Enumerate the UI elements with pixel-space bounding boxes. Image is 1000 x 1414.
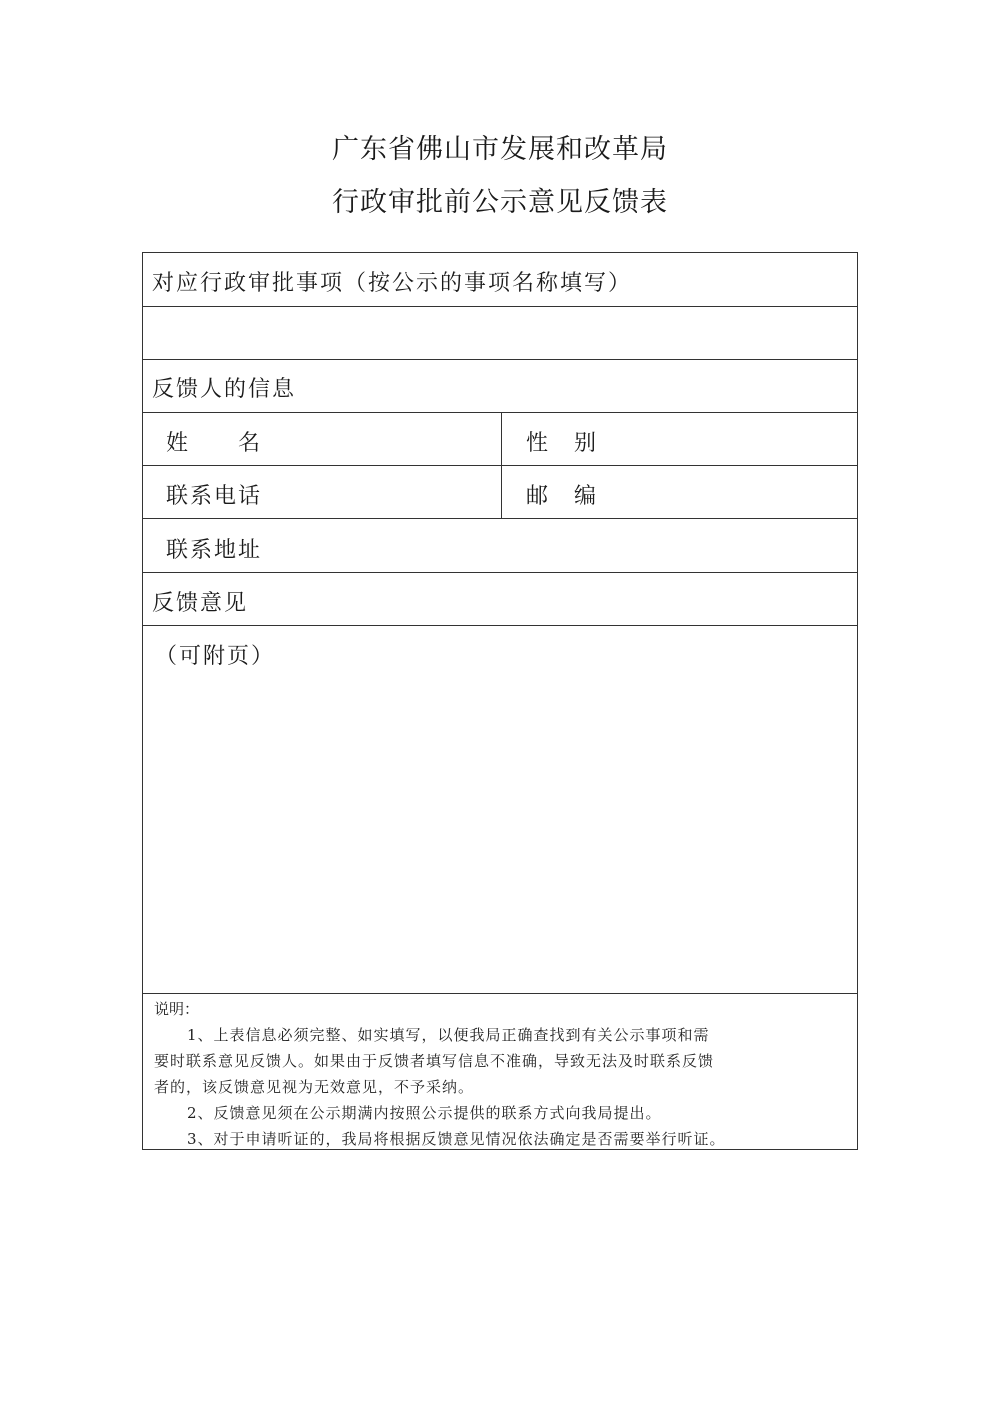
attachment-note: （可附页） bbox=[155, 644, 276, 669]
gender-label: 性 别 bbox=[526, 431, 599, 456]
row-divider bbox=[143, 993, 857, 994]
phone-field[interactable] bbox=[293, 466, 501, 518]
feedback-form-table bbox=[142, 252, 858, 1150]
address-field[interactable] bbox=[293, 519, 857, 572]
address-label: 联系地址 bbox=[166, 538, 263, 563]
approval-item-field[interactable] bbox=[143, 307, 857, 359]
row-divider bbox=[143, 572, 857, 573]
note-line: 2、反馈意见须在公示期满内按照公示提供的联系方式向我局提出。 bbox=[187, 1104, 662, 1122]
notes-heading: 说明： bbox=[154, 1000, 200, 1018]
document-title-line-2: 行政审批前公示意见反馈表 bbox=[332, 187, 668, 218]
postcode-label: 邮 编 bbox=[526, 484, 599, 509]
approval-item-label: 对应行政审批事项（按公示的事项名称填写） bbox=[152, 271, 633, 296]
column-divider bbox=[501, 412, 502, 518]
note-line: 者的，该反馈意见视为无效意见，不予采纳。 bbox=[154, 1078, 475, 1096]
note-line: 3、对于申请听证的，我局将根据反馈意见情况依法确定是否需要举行听证。 bbox=[187, 1130, 726, 1148]
name-label: 姓 名 bbox=[166, 431, 263, 456]
phone-label: 联系电话 bbox=[166, 484, 263, 509]
opinion-field[interactable] bbox=[143, 626, 857, 993]
gender-field[interactable] bbox=[613, 413, 857, 465]
feedbacker-info-label: 反馈人的信息 bbox=[152, 377, 297, 402]
note-line: 要时联系意见反馈人。如果由于反馈者填写信息不准确，导致无法及时联系反馈 bbox=[154, 1052, 715, 1070]
name-field[interactable] bbox=[293, 413, 501, 465]
opinion-label: 反馈意见 bbox=[152, 591, 249, 616]
document-title-line-1: 广东省佛山市发展和改革局 bbox=[332, 134, 668, 165]
postcode-field[interactable] bbox=[613, 466, 857, 518]
row-divider bbox=[143, 359, 857, 360]
note-line: 1、上表信息必须完整、如实填写，以便我局正确查找到有关公示事项和需 bbox=[187, 1026, 710, 1044]
